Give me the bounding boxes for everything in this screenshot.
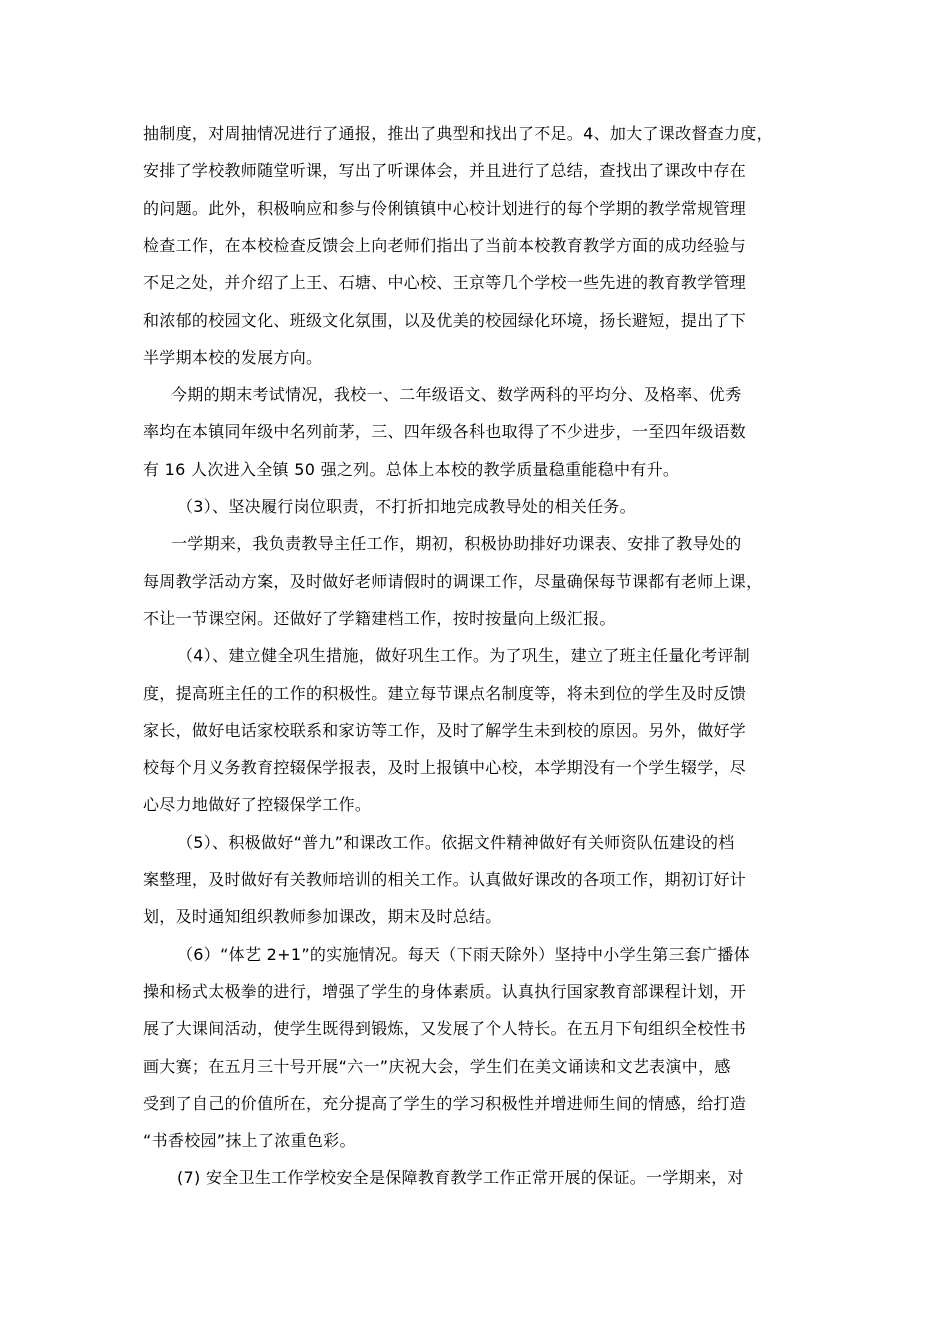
text-line: （4）、建立健全巩生措施，做好巩生工作。为了巩生，建立了班主任量化考评制 <box>177 646 750 665</box>
text-line: 不让一节课空闲。还做好了学籍建档工作，按时按量向上级汇报。 <box>143 609 616 628</box>
text-line: 案整理，及时做好有关教师培训的相关工作。认真做好课改的各项工作，期初订好计 <box>143 870 747 889</box>
text-line: 度，提高班主任的工作的积极性。建立每节课点名制度等，将未到位的学生及时反馈 <box>143 684 747 703</box>
text-line: 一学期来，我负责教导主任工作，期初，积极协助排好功课表、安排了教导处的 <box>171 534 742 553</box>
text-line: 每周教学活动方案，及时做好老师请假时的调课工作，尽量确保每节课都有老师上课， <box>143 572 763 591</box>
text-line: 今期的期末考试情况，我校一、二年级语文、数学两科的平均分、及格率、优秀 <box>171 385 742 404</box>
text-line: 操和杨式太极拳的进行，增强了学生的身体素质。认真执行国家教育部课程计划，开 <box>143 982 747 1001</box>
text-line: 划，及时通知组织教师参加课改，期末及时总结。 <box>143 907 502 926</box>
text-line: 半学期本校的发展方向。 <box>143 348 323 367</box>
text-line: 家长，做好电话家校联系和家访等工作，及时了解学生未到校的原因。另外，做好学 <box>143 721 747 740</box>
text-line: “书香校园”抹上了浓重色彩。 <box>143 1131 356 1150</box>
text-line: （5）、积极做好“普九”和课改工作。依据文件精神做好有关师资队伍建设的档 <box>177 833 735 852</box>
text-line: （3）、坚决履行岗位职责，不打折扣地完成教导处的相关任务。 <box>177 497 636 516</box>
text-line: 抽制度，对周抽情况进行了通报，推出了典型和找出了不足。4、加大了课改督查力度， <box>143 124 773 143</box>
text-line: (7) 安全卫生工作学校安全是保障教育教学工作正常开展的保证。一学期来，对 <box>177 1168 744 1187</box>
text-line: 展了大课间活动，使学生既得到锻炼，又发展了个人特长。在五月下旬组织全校性书 <box>143 1019 747 1038</box>
text-line: 心尽力地做好了控辍保学工作。 <box>143 795 372 814</box>
text-line: 画大赛；在五月三十号开展“六一”庆祝大会，学生们在美文诵读和文艺表演中，感 <box>143 1057 731 1076</box>
text-line: （6）“体艺 2+1”的实施情况。每天（下雨天除外）坚持中小学生第三套广播体 <box>177 945 751 964</box>
text-line: 率均在本镇同年级中名列前茅，三、四年级各科也取得了不少进步，一至四年级语数 <box>143 422 747 441</box>
text-line: 不足之处，并介绍了上王、石塘、中心校、王京等几个学校一些先进的教育教学管理 <box>143 273 747 292</box>
text-line: 的问题。此外，积极响应和参与伶俐镇镇中心校计划进行的每个学期的教学常规管理 <box>143 199 747 218</box>
text-line: 和浓郁的校园文化、班级文化氛围，以及优美的校园绿化环境，扬长避短，提出了下 <box>143 311 747 330</box>
text-line: 检查工作，在本校检查反馈会上向老师们指出了当前本校教育教学方面的成功经验与 <box>143 236 747 255</box>
text-line: 有 16 人次进入全镇 50 强之列。总体上本校的教学质量稳重能稳中有升。 <box>143 460 680 479</box>
text-line: 校每个月义务教育控辍保学报表，及时上报镇中心校，本学期没有一个学生辍学，尽 <box>143 758 747 777</box>
text-line: 受到了自己的价值所在，充分提高了学生的学习积极性并增进师生间的情感，给打造 <box>143 1094 747 1113</box>
text-line: 安排了学校教师随堂听课，写出了听课体会，并且进行了总结，查找出了课改中存在 <box>143 161 747 180</box>
